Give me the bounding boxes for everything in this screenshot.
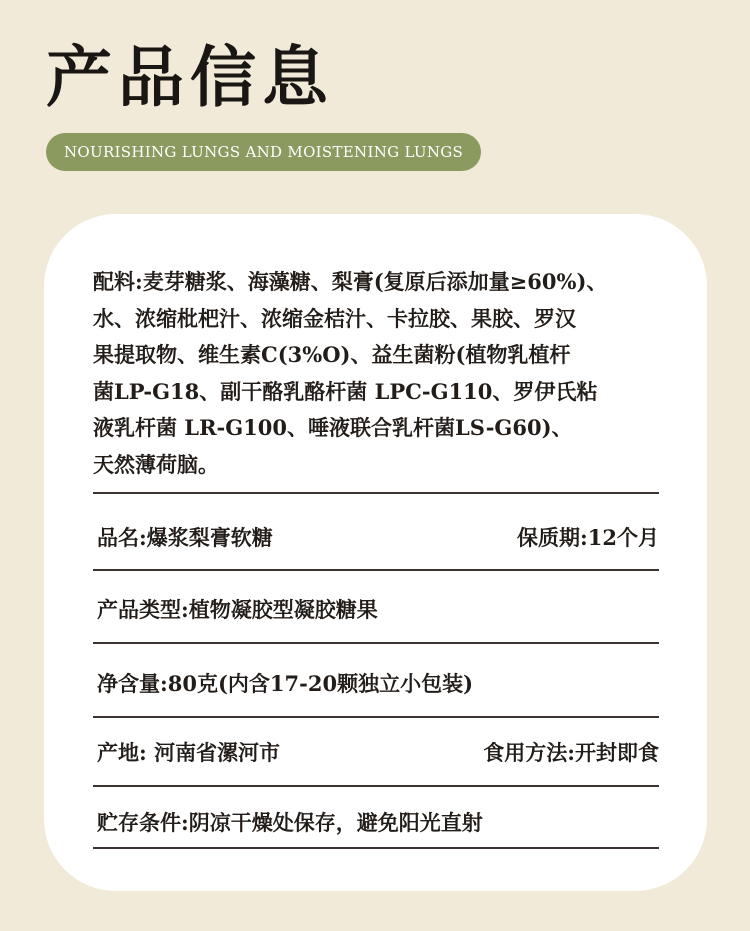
divider bbox=[93, 716, 659, 718]
product-name: 品名:爆浆梨膏软糖 bbox=[97, 525, 273, 550]
row-product-type bbox=[97, 596, 659, 624]
origin: 产地: 河南省漯河市 bbox=[97, 740, 281, 765]
storage-conditions: 贮存条件:阴凉干燥处保存，避免阳光直射 bbox=[97, 810, 483, 835]
divider bbox=[93, 569, 659, 571]
page-title: 产品信息 bbox=[46, 38, 334, 116]
divider bbox=[93, 785, 659, 787]
divider bbox=[93, 847, 659, 849]
divider bbox=[93, 642, 659, 644]
row-storage bbox=[97, 809, 659, 837]
row-origin-usage bbox=[97, 739, 659, 767]
product-type: 产品类型:植物凝胶型凝胶糖果 bbox=[97, 597, 378, 622]
ingredients-line: 液乳杆菌 LR-G100、唾液联合乳杆菌LS-G60)、 bbox=[93, 415, 573, 440]
ingredients-line: 水、浓缩枇杷汁、浓缩金桔汁、卡拉胶、果胶、罗汉 bbox=[93, 305, 576, 331]
ingredients-line: 菌LP-G18、副干酪乳酪杆菌 LPC-G110、罗伊氏粘 bbox=[93, 378, 598, 404]
divider bbox=[93, 492, 659, 494]
subtitle-badge: NOURISHING LUNGS AND MOISTENING LUNGS bbox=[46, 133, 481, 171]
ingredients-line: 果提取物、维生素C(3%O)、益生菌粉(植物乳植杆 bbox=[93, 342, 571, 367]
row-name-shelf-life bbox=[97, 524, 659, 552]
ingredients-line: 天然薄荷脑。 bbox=[93, 451, 219, 477]
ingredients-text bbox=[93, 264, 673, 483]
shelf-life: 保质期:12个月 bbox=[517, 525, 659, 550]
usage: 食用方法:开封即食 bbox=[483, 740, 659, 765]
ingredients-line: 配料:麦芽糖浆、海藻糖、梨膏(复原后添加量≥60%)、 bbox=[93, 269, 608, 294]
net-content: 净含量:80克(内含17-20颗独立小包装) bbox=[97, 671, 474, 696]
row-net-content bbox=[97, 670, 659, 698]
